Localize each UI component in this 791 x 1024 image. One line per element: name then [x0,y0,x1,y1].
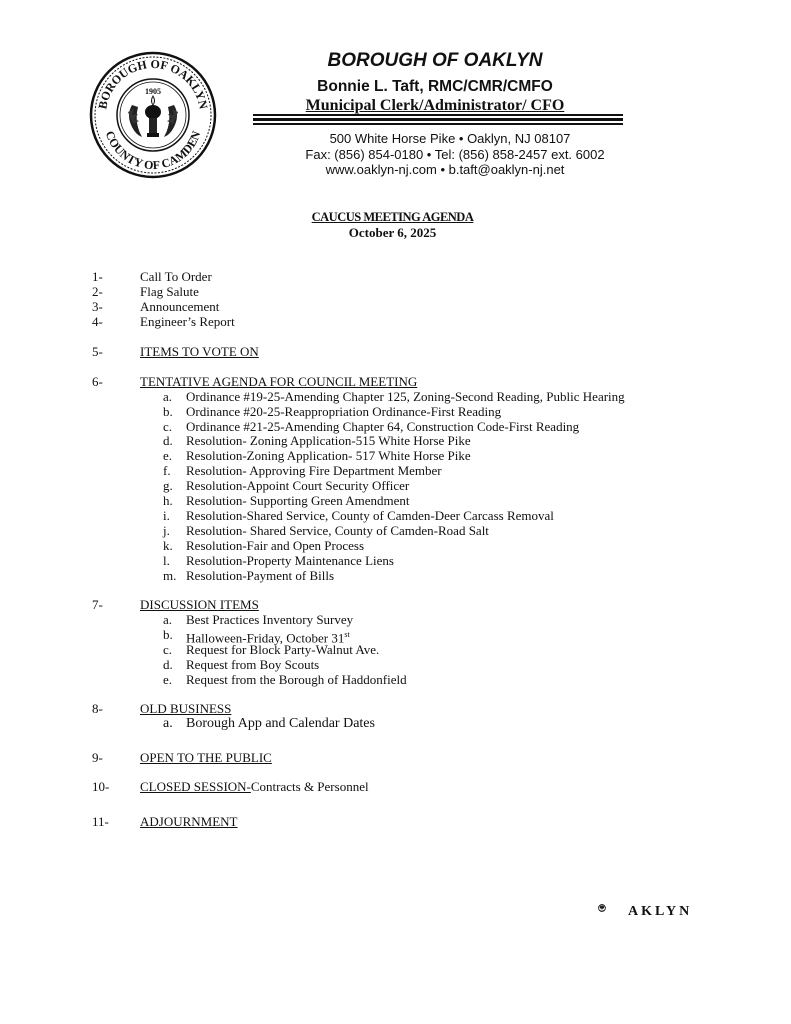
sub-text: Borough App and Calendar Dates [186,716,375,731]
sub-letter: i. [163,508,170,523]
sub-text: Ordinance #20-25-Reappropriation Ordinance-First Reading [186,404,502,419]
sub-letter: a. [163,389,173,404]
clerk-role: Municipal Clerk/Administrator/ CFO [305,97,565,114]
borough-seal-icon [88,50,218,180]
sub-text: Ordinance #19-25-Amending Chapter 125, Zoning-Second Reading, Public Hearing [186,389,625,404]
header-rule [253,114,623,116]
sub-text: Resolution-Shared Service, County of Camden-Deer Carcass Removal [186,508,554,523]
item-label: Flag Salute [140,284,199,299]
item-label: ADJOURNMENT [140,814,238,829]
sub-text: Resolution-Payment of Bills [186,568,335,583]
item-label: CLOSED SESSION-Contracts & Personnel [140,779,369,794]
item-number: 10- [92,779,110,794]
sub-letter: a. [163,612,173,627]
sub-text: Request from Boy Scouts [186,657,320,672]
sub-text: Resolution-Appoint Court Security Officer [186,478,410,493]
sub-text: Request for Block Party-Walnut Ave. [186,642,380,657]
item-number: 5- [92,344,103,359]
item-number: 6- [92,374,103,389]
sub-text: Request from the Borough of Haddonfield [186,672,407,687]
sub-letter: a. [163,716,173,731]
item-label: OPEN TO THE PUBLIC [140,750,272,765]
item-label: Engineer’s Report [140,314,235,329]
item-number: 11- [92,814,109,829]
sub-letter: m. [163,568,177,583]
item-label: ITEMS TO VOTE ON [140,344,259,359]
sub-text: Resolution-Fair and Open Process [186,538,365,553]
sub-letter: d. [163,433,173,448]
sub-text: Resolution- Shared Service, County of Camden-Road Salt [186,523,489,538]
sub-letter: c. [163,642,173,657]
sub-letter: b. [163,627,173,642]
item-number: 9- [92,750,103,765]
item-number: 2- [92,284,103,299]
item-number: 8- [92,701,103,716]
svg-text:1905: 1905 [145,87,161,96]
address-line: 500 White Horse Pike • Oaklyn, NJ 08107 [329,131,571,146]
svg-text:COUNTY OF CAMDEN: COUNTY OF CAMDEN [102,129,204,173]
item-label: Announcement [140,299,220,314]
web-email-line: www.oaklyn-nj.com • b.taft@oaklyn-nj.net [325,162,565,177]
sub-letter: k. [163,538,173,553]
item-label: DISCUSSION ITEMS [140,597,259,612]
header-rule [253,123,623,125]
item-label: Call To Order [140,269,212,284]
item-number: 4- [92,314,103,329]
sub-text: Halloween-Friday, October 31st [186,630,350,646]
sub-text: Resolution- Zoning Application-515 White Horse Pike [186,433,471,448]
sub-letter: b. [163,404,173,419]
phone-line: Fax: (856) 854-0180 • Tel: (856) 858-2457 ext. 6002 [305,147,605,162]
oaklyn-tree-logo-icon [598,891,632,925]
sub-text: Resolution-Property Maintenance Liens [186,553,394,568]
sub-letter: h. [163,493,173,508]
header-rule [253,118,623,121]
sub-letter: e. [163,448,173,463]
sub-letter: c. [163,419,173,434]
sub-letter: d. [163,657,173,672]
sub-letter: l. [163,553,170,568]
oaklyn-logo-text: AKLYN [628,904,693,919]
sub-text: Resolution- Supporting Green Amendment [186,493,410,508]
agenda-title: CAUCUS MEETING AGENDA [311,210,474,224]
item-number: 3- [92,299,103,314]
sub-text: Best Practices Inventory Survey [186,612,354,627]
item-label: OLD BUSINESS [140,701,232,716]
item-number: 7- [92,597,103,612]
item-label: TENTATIVE AGENDA FOR COUNCIL MEETING [140,374,418,389]
borough-title: BOROUGH OF OAKLYN [327,50,543,71]
clerk-name: Bonnie L. Taft, RMC/CMR/CMFO [317,78,553,95]
sub-letter: j. [163,523,170,538]
sub-letter: f. [163,463,171,478]
sub-text: Resolution-Zoning Application- 517 White Horse Pike [186,448,471,463]
sub-text: Ordinance #21-25-Amending Chapter 64, Construction Code-First Reading [186,419,580,434]
sub-text: Resolution- Approving Fire Department Member [186,463,442,478]
item-number: 1- [92,269,103,284]
agenda-date: October 6, 2025 [348,225,437,240]
svg-text:BOROUGH OF OAKLYN: BOROUGH OF OAKLYN [95,56,211,111]
sub-letter: e. [163,672,173,687]
sub-letter: g. [163,478,173,493]
